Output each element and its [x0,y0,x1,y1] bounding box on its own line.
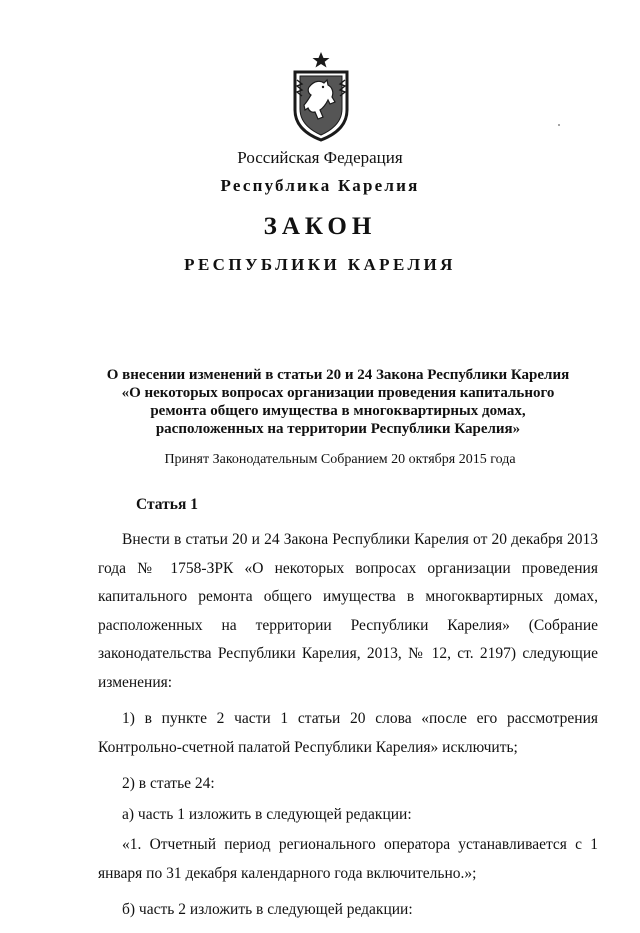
scan-speck [558,124,560,126]
coat-of-arms-icon [290,50,352,142]
article-paragraph: 1) в пункте 2 части 1 статьи 20 слова «после его рассмотрения Контрольно-счетной палатой Республики Карелия» исключить; [98,710,598,756]
article-paragraph: «1. Отчетный период регионального оператора устанавливается с 1 января по 31 декабря календарного года включительно.»; [98,836,598,882]
law-title-line: расположенных на территории Республики Карелия» [155,421,521,437]
law-subheading: РЕСПУБЛИКИ КАРЕЛИЯ [184,255,456,274]
article-paragraph: Внести в статьи 20 и 24 Закона Республики Карелия от 20 декабря 2013 года № 1758-ЗРК «О некоторых вопросах организации проведения капитального ремонта общего имущества в многоквартирных домах, расположенных на территории Республики Карелия» (Собрание законодательства Республики Карелия, 2013, № 12, ст. 2197) следующие изменения: [98,531,598,691]
law-title-line: «О некоторых вопросах организации проведения капитального [121,385,555,401]
country-name: Российская Федерация [237,148,403,167]
adoption-note: Принят Законодательным Собранием 20 октября 2015 года [164,452,516,467]
law-title [100,366,576,438]
article-paragraph: 2) в статье 24: [122,775,215,792]
law-title-line: О внесении изменений в статьи 20 и 24 Закона Республики Карелия [106,367,570,383]
law-title-line: ремонта общего имущества в многоквартирных домах, [150,403,526,419]
article-body [98,496,598,933]
republic-name: Республика Карелия [220,176,420,195]
article-heading: Статья 1 [136,496,198,513]
article-paragraph: а) часть 1 изложить в следующей редакции: [122,805,412,823]
law-heading: ЗАКОН [263,213,377,240]
article-paragraph: б) часть 2 изложить в следующей редакции: [122,901,413,918]
